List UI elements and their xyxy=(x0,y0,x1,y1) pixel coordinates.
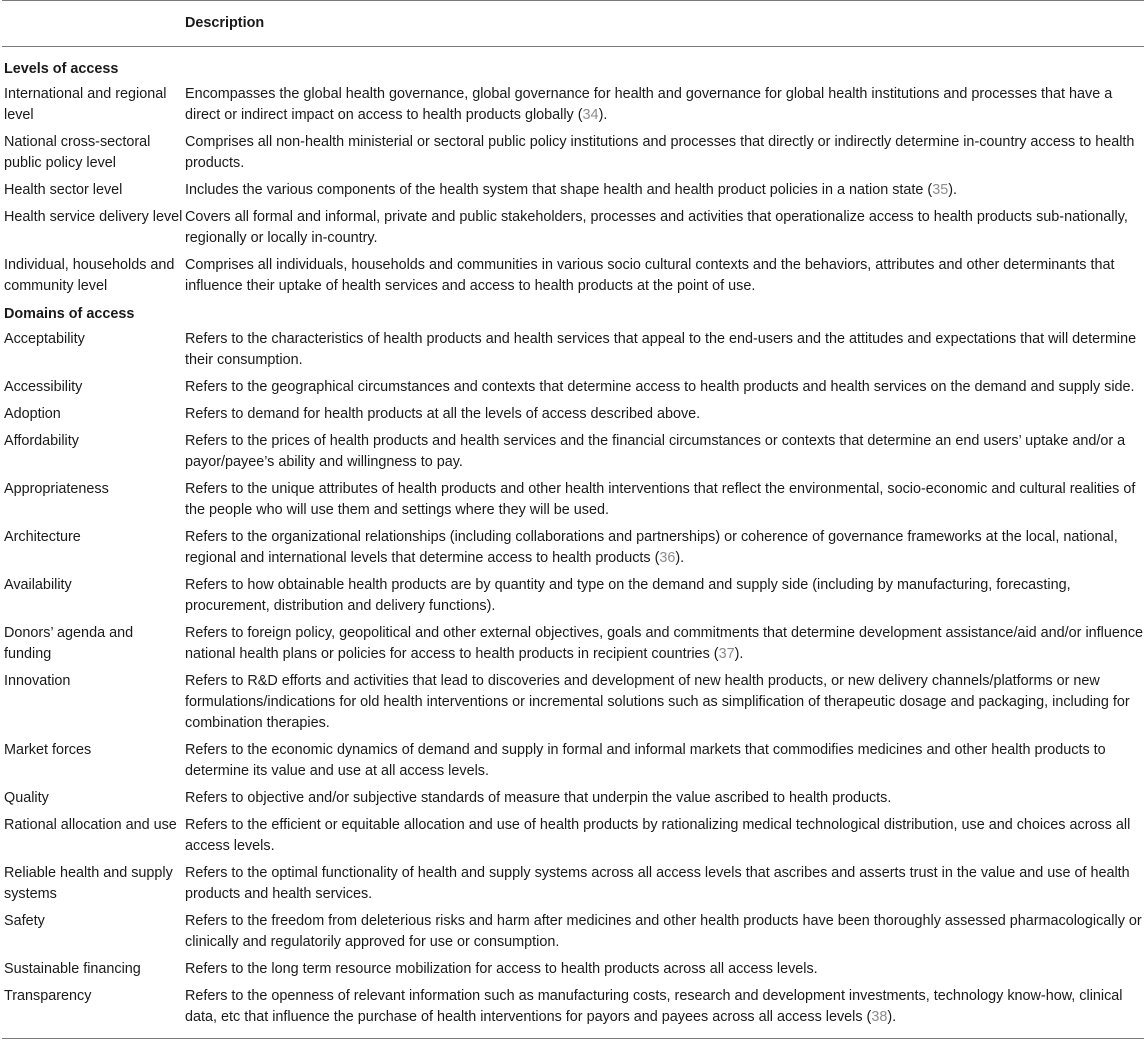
description-suffix: ). xyxy=(887,1009,897,1025)
term-cell: Safety xyxy=(4,913,45,929)
term-cell: Sustainable financing xyxy=(4,961,141,977)
description-cell xyxy=(183,985,1144,1039)
reference-link[interactable]: 36 xyxy=(659,550,676,566)
header-col-description: Description xyxy=(183,1,1144,47)
description-text: Includes the various components of the health system that shape health and health product policies in a nation state ( xyxy=(185,182,933,198)
spacer-row xyxy=(2,47,1144,58)
description-cell xyxy=(183,574,1144,622)
table-row xyxy=(2,739,1144,787)
term-cell: Adoption xyxy=(4,406,61,422)
description-text: Refers to the prices of health products and health services and the financial circumstances or contexts that determine an end users’ uptake and/or a payor/payee’s ability and willingness to pay. xyxy=(185,433,1126,470)
description-cell xyxy=(183,622,1144,670)
description-text: Refers to the geographical circumstances and contexts that determine access to health products and health services on the demand and supply side. xyxy=(185,379,1135,395)
term-cell: Individual, households and community level xyxy=(4,257,175,294)
description-cell xyxy=(183,862,1144,910)
description-suffix: ). xyxy=(734,646,744,662)
table-row xyxy=(2,622,1144,670)
description-cell xyxy=(183,787,1144,814)
term-cell: Reliable health and supply systems xyxy=(4,865,173,902)
section-heading: Levels of access xyxy=(4,61,119,77)
reference-link[interactable]: 37 xyxy=(718,646,735,662)
description-suffix: ). xyxy=(598,107,608,123)
description-cell xyxy=(183,131,1144,179)
table-row xyxy=(2,958,1144,985)
table-row xyxy=(2,787,1144,814)
description-text: Refers to R&D efforts and activities that lead to discoveries and development of new health products, or new delivery channels/platforms or new formulations/indications for old health interventions or incremental solutions such as simplification of therapeutic dosage and packaging, including for combination therapies. xyxy=(185,673,1130,731)
term-cell: Appropriateness xyxy=(4,481,109,497)
term-cell: Affordability xyxy=(4,433,79,449)
description-text: Refers to demand for health products at all the levels of access described above. xyxy=(185,406,701,422)
table-row xyxy=(2,526,1144,574)
access-table xyxy=(2,0,1144,1039)
description-text: Refers to the economic dynamics of demand and supply in formal and informal markets that commodifies medicines and other health products to determine its value and use at all access levels. xyxy=(185,742,1106,779)
description-cell xyxy=(183,403,1144,430)
description-cell xyxy=(183,376,1144,403)
reference-link[interactable]: 35 xyxy=(932,182,949,198)
description-text: Refers to the freedom from deleterious risks and harm after medicines and other health products have been thoroughly assessed pharmacologically or clinically and regulatorily approved for use or consumption. xyxy=(185,913,1142,950)
description-text: Comprises all individuals, households and communities in various socio cultural contexts and the behaviors, attributes and other determinants that influence their uptake of health services and access to health products at the point of use. xyxy=(185,257,1115,294)
term-cell: Architecture xyxy=(4,529,81,545)
description-cell xyxy=(183,670,1144,739)
description-cell xyxy=(183,958,1144,985)
description-text: Refers to the openness of relevant information such as manufacturing costs, research and development investments, technology know-how, clinical data, etc that influence the purchase of health interventions for payors and payees across all access levels ( xyxy=(185,988,1123,1025)
description-cell xyxy=(183,910,1144,958)
section-heading-row xyxy=(2,302,1144,328)
term-cell: International and regional level xyxy=(4,86,167,123)
table-row xyxy=(2,179,1144,206)
description-cell xyxy=(183,430,1144,478)
description-cell xyxy=(183,206,1144,254)
table-row xyxy=(2,328,1144,376)
table-row xyxy=(2,430,1144,478)
term-cell: Transparency xyxy=(2,985,183,1039)
description-text: Refers to the characteristics of health products and health services that appeal to the end-users and the attitudes and expectations that will determine their consumption. xyxy=(185,331,1137,368)
description-text: Encompasses the global health governance, global governance for health and governance for global health institutions and processes that have a direct or indirect impact on access to health products globally ( xyxy=(185,86,1113,123)
table-row xyxy=(2,403,1144,430)
table-row xyxy=(2,206,1144,254)
description-cell xyxy=(183,83,1144,131)
term-cell: Innovation xyxy=(4,673,71,689)
table-row xyxy=(2,985,1144,1039)
description-cell xyxy=(183,328,1144,376)
description-suffix: ). xyxy=(948,182,957,198)
description-text: Refers to objective and/or subjective standards of measure that underpin the value ascribed to health products. xyxy=(185,790,892,806)
description-text: Refers to the long term resource mobilization for access to health products across all access levels. xyxy=(185,961,818,977)
description-cell xyxy=(183,254,1144,302)
section-heading-row xyxy=(2,57,1144,83)
description-text: Refers to the efficient or equitable allocation and use of health products by rationalizing medical technological distribution, use and choices across all access levels. xyxy=(185,817,1131,854)
description-text: Covers all formal and informal, private and public stakeholders, processes and activities that operationalize access to health products sub-nationally, regionally or locally in-country. xyxy=(185,209,1128,246)
description-cell xyxy=(183,179,1144,206)
table-row xyxy=(2,910,1144,958)
term-cell: Donors’ agenda and funding xyxy=(4,625,134,662)
table-row xyxy=(2,254,1144,302)
description-text: Refers to foreign policy, geopolitical and other external objectives, goals and commitments that determine development assistance/aid and/or influence national health plans or policies for access to health products in recipient countries ( xyxy=(185,625,1144,662)
table-row xyxy=(2,814,1144,862)
table-row xyxy=(2,83,1144,131)
table-row xyxy=(2,670,1144,739)
term-cell: Acceptability xyxy=(4,331,85,347)
description-text: Refers to the organizational relationships (including collaborations and partnerships) or coherence of governance frameworks at the local, national, regional and international levels that determine access to health products ( xyxy=(185,529,1118,566)
term-cell: Quality xyxy=(4,790,49,806)
term-cell: Rational allocation and use xyxy=(4,817,177,833)
description-cell xyxy=(183,739,1144,787)
description-suffix: ). xyxy=(675,550,685,566)
description-text: Refers to the unique attributes of health products and other health interventions that reflect the environmental, socio-economic and cultural realities of the people who will use them and settings where they will be used. xyxy=(185,481,1136,518)
reference-link[interactable]: 34 xyxy=(582,107,599,123)
description-cell xyxy=(183,814,1144,862)
reference-link[interactable]: 38 xyxy=(871,1009,888,1025)
description-text: Refers to the optimal functionality of health and supply systems across all access levels that ascribes and asserts trust in the value and use of health products and health services. xyxy=(185,865,1130,902)
header-row xyxy=(2,1,1144,47)
term-cell: Market forces xyxy=(4,742,92,758)
term-cell: Availability xyxy=(4,577,72,593)
description-text: Refers to how obtainable health products are by quantity and type on the demand and supply side (including by manufacturing, forecasting, procurement, distribution and delivery functions). xyxy=(185,577,1071,614)
description-cell xyxy=(183,526,1144,574)
term-cell: Health sector level xyxy=(4,182,123,198)
term-cell: National cross-sectoral public policy level xyxy=(4,134,151,171)
term-cell: Health service delivery level xyxy=(4,209,183,225)
table-row xyxy=(2,574,1144,622)
description-cell xyxy=(183,478,1144,526)
table-row xyxy=(2,376,1144,403)
table-row xyxy=(2,862,1144,910)
header-col-term xyxy=(2,1,183,47)
description-text: Comprises all non-health ministerial or sectoral public policy institutions and processes that directly or indirectly determine in-country access to health products. xyxy=(185,134,1135,171)
section-heading: Domains of access xyxy=(4,306,135,322)
table-row xyxy=(2,478,1144,526)
term-cell: Accessibility xyxy=(4,379,83,395)
table-body xyxy=(2,47,1144,1039)
table-row xyxy=(2,131,1144,179)
